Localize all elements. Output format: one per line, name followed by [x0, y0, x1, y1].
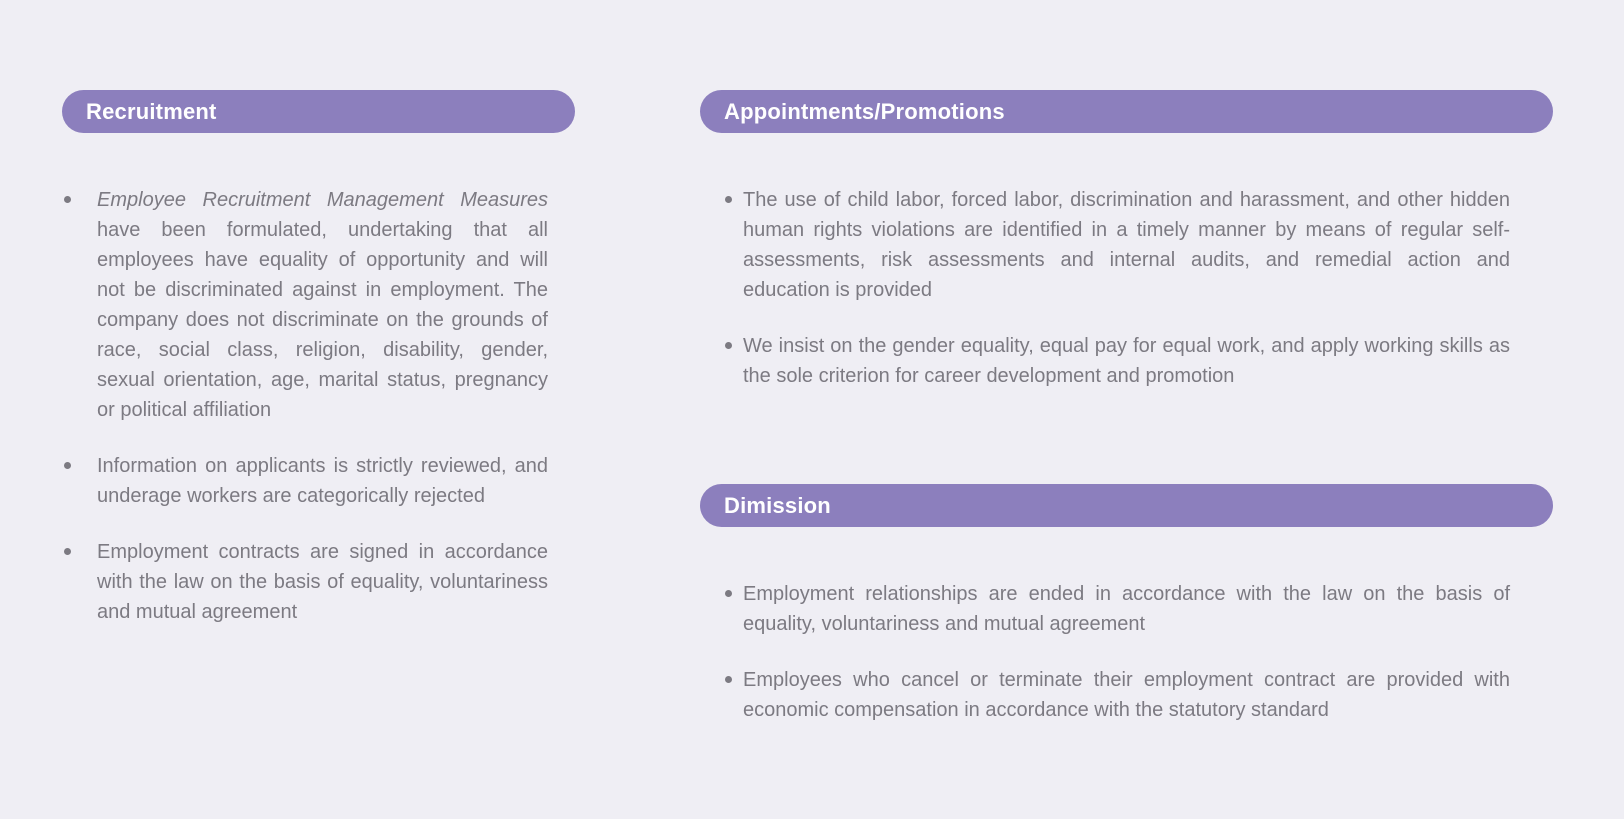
list-item [62, 451, 548, 511]
bullet-text: have been formulated, undertaking that all employees have equality of opportunity and will not be discriminated against in employment. The company does not discriminate on the grounds of race, social class, religion, disability, gender, sexual orientation, age, marital status, pregnancy or political affiliation [97, 219, 548, 421]
bullet-text-italic: Employee Recruitment Management Measures [97, 189, 548, 211]
bullet-icon [64, 462, 71, 469]
list-item [725, 331, 1510, 391]
bullet-icon [725, 676, 732, 683]
list-item [725, 185, 1510, 305]
bullet-text: We insist on the gender equality, equal pay for equal work, and apply working skills as the sole criterion for career development and promotion [743, 335, 1510, 387]
list-item [725, 665, 1510, 725]
bullet-icon [64, 548, 71, 555]
bullet-text: Information on applicants is strictly reviewed, and underage workers are categorically rejected [97, 455, 548, 507]
list-item [62, 537, 548, 627]
section-header-label: Recruitment [86, 99, 217, 124]
bullet-icon [725, 196, 732, 203]
appointments-bullet-list [725, 185, 1510, 391]
recruitment-section [62, 90, 575, 627]
bullet-icon [725, 590, 732, 597]
recruitment-bullet-list [62, 185, 548, 627]
section-header-label: Appointments/Promotions [724, 99, 1005, 124]
section-header-label: Dimission [724, 493, 831, 518]
section-header-dimission [700, 484, 1553, 527]
section-header-recruitment [62, 90, 575, 133]
list-item [62, 185, 548, 425]
bullet-icon [64, 196, 71, 203]
right-column [700, 90, 1553, 725]
list-item [725, 579, 1510, 639]
appointments-promotions-section [700, 90, 1553, 391]
dimission-section [700, 484, 1553, 725]
dimission-bullet-list [725, 579, 1510, 725]
bullet-text: Employees who cancel or terminate their employment contract are provided with economic compensation in accordance with the statutory standard [743, 669, 1510, 721]
bullet-text: Employment contracts are signed in accordance with the law on the basis of equality, voluntariness and mutual agreement [97, 541, 548, 623]
bullet-text: The use of child labor, forced labor, discrimination and harassment, and other hidden human rights violations are identified in a timely manner by means of regular self-assessments, risk assessments and internal audits, and remedial action and education is provided [743, 189, 1510, 301]
section-header-appointments-promotions [700, 90, 1553, 133]
bullet-text: Employment relationships are ended in accordance with the law on the basis of equality, voluntariness and mutual agreement [743, 583, 1510, 635]
bullet-icon [725, 342, 732, 349]
